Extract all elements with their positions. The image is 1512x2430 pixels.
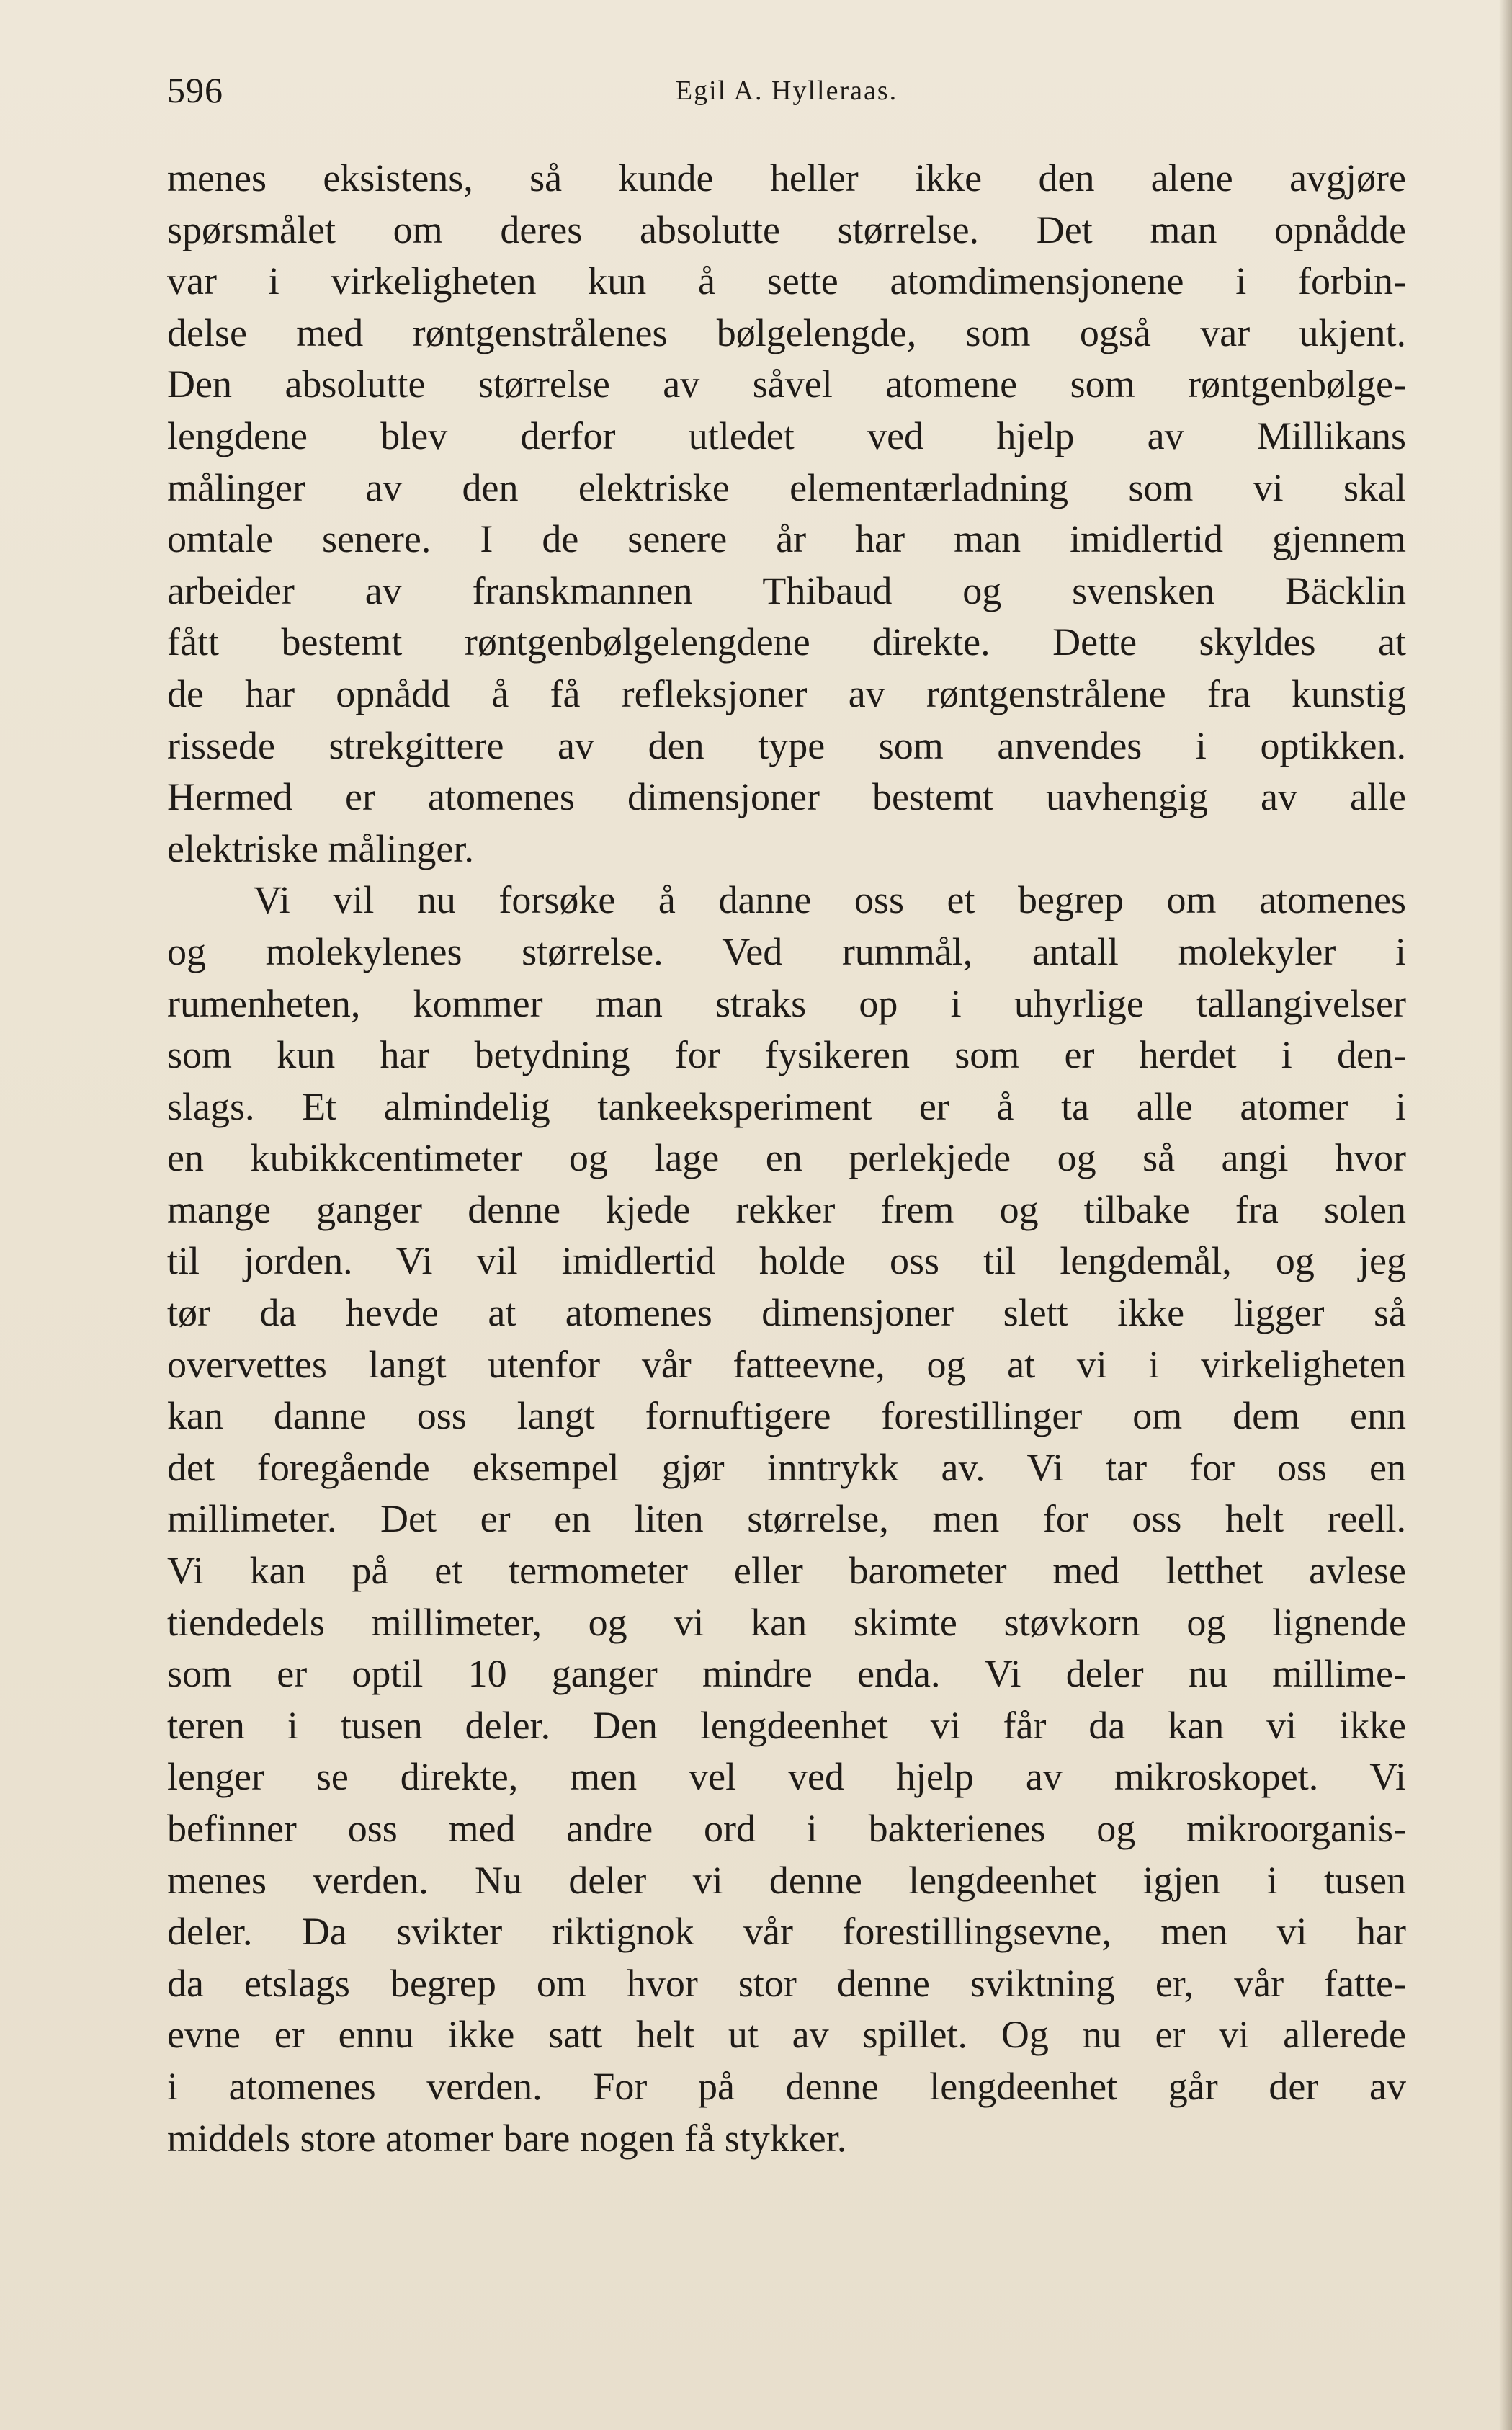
text-line: mange ganger denne kjede rekker frem og tilbake fra solen: [167, 1187, 1406, 1231]
text-line: rumenheten, kommer man straks op i uhyrlige tallangivelser: [167, 981, 1406, 1025]
text-line: deler. Da svikter riktignok vår forestillingsevne, men vi har: [167, 1910, 1406, 1954]
text-line: lenger se direkte, men vel ved hjelp av mikroskopet. Vi: [167, 1755, 1406, 1799]
text-line: menes eksistens, så kunde heller ikke den alene avgjøre: [167, 156, 1406, 200]
text-line: menes verden. Nu deler vi denne lengdeenhet igjen i tusen: [167, 1858, 1406, 1902]
text-line: middels store atomer bare nogen få stykker.: [167, 2116, 847, 2160]
text-line: teren i tusen deler. Den lengdeenhet vi får da kan vi ikke: [167, 1703, 1406, 1747]
page-edge-shadow: [1499, 0, 1512, 2430]
text-line: tør da hevde at atomenes dimensjoner slett ikke ligger så: [167, 1291, 1406, 1335]
text-line: befinner oss med andre ord i bakterienes og mikroorganis-: [167, 1807, 1406, 1850]
running-head: Egil A. Hylleraas.: [675, 76, 898, 106]
text-line: Den absolutte størrelse av såvel atomene som røntgenbølge-: [167, 362, 1406, 406]
text-line: evne er ennu ikke satt helt ut av spillet. Og nu er vi allerede: [167, 2013, 1406, 2057]
text-line: kan danne oss langt fornuftigere forestillinger om dem enn: [167, 1394, 1406, 1438]
text-line: Vi kan på et termometer eller barometer med letthet avlese: [167, 1549, 1406, 1593]
text-line: de har opnådd å få refleksjoner av røntgenstrålene fra kunstig: [167, 671, 1406, 715]
text-line: elektriske målinger.: [167, 826, 474, 870]
text-line: millimeter. Det er en liten størrelse, men for oss helt reell.: [167, 1497, 1406, 1541]
text-line: til jorden. Vi vil imidlertid holde oss til lengdemål, og jeg: [167, 1239, 1406, 1283]
text-line: omtale senere. I de senere år har man imidlertid gjennem: [167, 517, 1406, 561]
text-line: fått bestemt røntgenbølgelengdene direkte. Dette skyldes at: [167, 620, 1406, 664]
text-line: Hermed er atomenes dimensjoner bestemt uavhengig av alle: [167, 775, 1406, 819]
text-line: og molekylenes størrelse. Ved rummål, antall molekyler i: [167, 929, 1406, 973]
text-line: slags. Et almindelig tankeeksperiment er å ta alle atomer i: [167, 1084, 1406, 1128]
text-line: var i virkeligheten kun å sette atomdimensjonene i forbin-: [167, 259, 1406, 303]
page-header: [167, 69, 1406, 127]
text-line: rissede strekgittere av den type som anvendes i optikken.: [167, 723, 1406, 767]
text-line: som kun har betydning for fysikeren som er herdet i den-: [167, 1033, 1406, 1077]
text-line: som er optil 10 ganger mindre enda. Vi deler nu millime-: [167, 1652, 1406, 1696]
text-line: tiendedels millimeter, og vi kan skimte støvkorn og lignende: [167, 1600, 1406, 1644]
text-line: spørsmålet om deres absolutte størrelse. Det man opnådde: [167, 207, 1406, 251]
text-line: i atomenes verden. For på denne lengdeenhet går der av: [167, 2064, 1406, 2108]
text-line: en kubikkcentimeter og lage en perlekjede og så angi hvor: [167, 1136, 1406, 1180]
text-line: arbeider av franskmannen Thibaud og svensken Bäcklin: [167, 568, 1406, 612]
text-line: målinger av den elektriske elementærladning som vi skal: [167, 465, 1406, 509]
text-line: da etslags begrep om hvor stor denne sviktning er, vår fatte-: [167, 1961, 1406, 2005]
text-line: Vi vil nu forsøke å danne oss et begrep om atomenes: [254, 878, 1406, 922]
text-line: lengdene blev derfor utledet ved hjelp av Millikans: [167, 414, 1406, 457]
body-text: [167, 153, 1406, 2164]
page-number: 596: [167, 70, 223, 110]
text-line: delse med røntgenstrålenes bølgelengde, som også var ukjent.: [167, 311, 1406, 354]
text-line: overvettes langt utenfor vår fatteevne, og at vi i virkeligheten: [167, 1342, 1406, 1386]
text-line: det foregående eksempel gjør inntrykk av. Vi tar for oss en: [167, 1445, 1406, 1489]
